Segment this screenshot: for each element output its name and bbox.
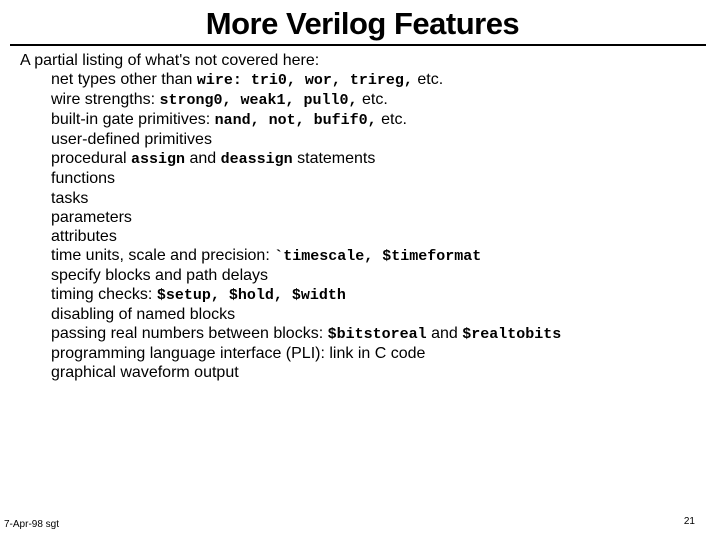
item-text: time units, scale and precision: [51, 246, 275, 264]
item-text: user-defined primitives [51, 131, 212, 149]
code-text: `timescale, $timeformat [274, 247, 482, 265]
list-item [51, 305, 561, 324]
item-text: graphical waveform output [51, 364, 239, 382]
list-item [51, 189, 561, 208]
item-text: functions [51, 170, 116, 188]
item-text: procedural [51, 150, 132, 168]
list-item [51, 266, 561, 285]
item-text: and [185, 150, 221, 168]
list-item [51, 110, 561, 130]
footer-date-author: 7-Apr-98 sgt [4, 519, 60, 530]
item-text: programming language interface (PLI): link in C code [51, 345, 426, 363]
page-number: 21 [683, 516, 695, 527]
item-text: tasks [51, 189, 89, 207]
item-text: and [426, 325, 463, 343]
item-text: etc. [412, 71, 444, 88]
intro-text: A partial listing of what's not covered here: [20, 52, 320, 69]
item-text: wire strengths: [51, 91, 160, 109]
list-item [51, 227, 561, 246]
item-text: attributes [51, 227, 117, 245]
list-item [51, 208, 561, 227]
code-text: strong0, weak1, pull0, [159, 92, 358, 110]
item-text: etc. [376, 111, 407, 129]
feature-list [51, 70, 561, 383]
item-text: passing real numbers between blocks: [51, 325, 328, 343]
item-text: statements [292, 150, 376, 168]
code-text: $setup, $hold, $width [156, 287, 346, 305]
item-text: parameters [51, 208, 132, 226]
list-item [51, 363, 561, 382]
code-text: wire: tri0, wor, trireg, [196, 72, 413, 89]
item-text: etc. [357, 91, 388, 109]
item-text: net types other than [51, 71, 197, 88]
list-item [51, 324, 561, 344]
list-item [51, 90, 561, 110]
code-text: $bitstoreal [327, 326, 427, 344]
code-text: nand, not, bufif0, [214, 112, 377, 130]
item-text: built-in gate primitives: [51, 111, 215, 129]
list-item [51, 285, 561, 305]
item-text: timing checks: [51, 286, 157, 304]
item-text: disabling of named blocks [51, 306, 236, 324]
code-text: $realtobits [462, 326, 562, 344]
code-text: assign [131, 151, 186, 169]
title-underline [10, 44, 706, 46]
list-item [51, 149, 561, 169]
list-item [51, 344, 561, 363]
code-text: deassign [220, 151, 293, 169]
item-text: specify blocks and path delays [51, 266, 269, 284]
list-item [51, 169, 561, 188]
slide-title: More Verilog Features [205, 6, 520, 41]
list-item [51, 70, 561, 90]
list-item [51, 130, 561, 149]
list-item [51, 246, 561, 266]
